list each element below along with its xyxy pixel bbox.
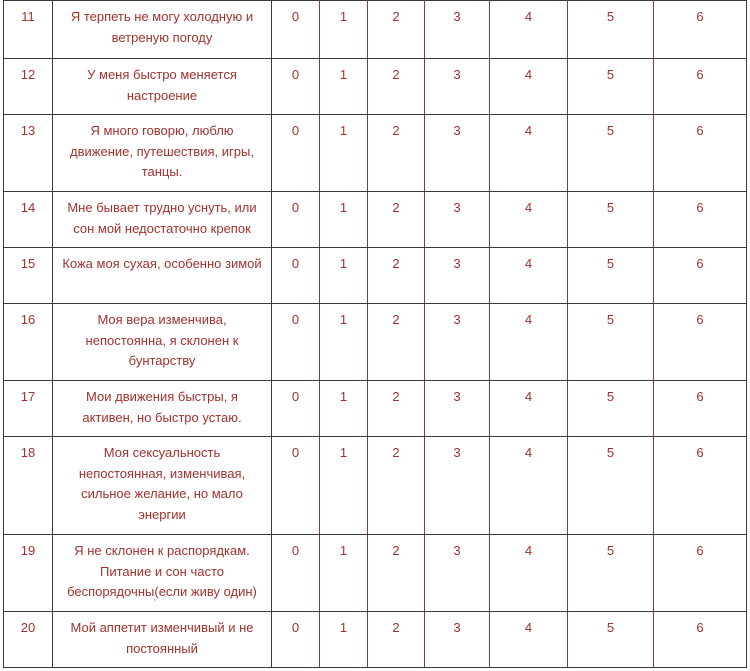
score-4[interactable]: 4 [490,535,568,612]
score-5[interactable]: 5 [568,115,654,192]
row-number: 17 [4,381,53,437]
score-5[interactable]: 5 [568,304,654,381]
table-row [4,248,747,304]
score-6[interactable]: 6 [654,381,747,437]
score-1[interactable]: 1 [320,381,368,437]
score-0[interactable]: 0 [272,304,320,381]
score-4[interactable]: 4 [490,381,568,437]
score-2[interactable]: 2 [368,535,425,612]
score-5[interactable]: 5 [568,381,654,437]
statement-text-part: Я не склонен к распорядкам. Питание и сон часто беспорядочны [67,543,250,599]
row-number: 18 [4,437,53,535]
table-row [4,535,747,612]
score-3[interactable]: 3 [425,437,490,535]
score-2[interactable]: 2 [368,59,425,115]
score-1[interactable]: 1 [320,192,368,248]
row-number: 20 [4,612,53,668]
score-4[interactable]: 4 [490,437,568,535]
score-4[interactable]: 4 [490,59,568,115]
score-0[interactable]: 0 [272,437,320,535]
spellcheck-mark: ( [154,584,159,599]
score-4[interactable]: 4 [490,1,568,59]
score-6[interactable]: 6 [654,612,747,668]
score-3[interactable]: 3 [425,1,490,59]
score-2[interactable]: 2 [368,304,425,381]
row-number: 19 [4,535,53,612]
score-4[interactable]: 4 [490,304,568,381]
score-6[interactable]: 6 [654,248,747,304]
statement-text: Моя сексуальность непостоянная, изменчивая, сильное желание, но мало энергии [53,437,272,535]
score-5[interactable]: 5 [568,535,654,612]
score-4[interactable]: 4 [490,192,568,248]
table-row [4,437,747,535]
score-1[interactable]: 1 [320,535,368,612]
score-6[interactable]: 6 [654,1,747,59]
score-1[interactable]: 1 [320,59,368,115]
statement-text: Мой аппетит изменчивый и не постоянный [53,612,272,668]
score-5[interactable]: 5 [568,59,654,115]
statement-text: У меня быстро меняется настроение [53,59,272,115]
statement-text [53,535,272,612]
score-6[interactable]: 6 [654,59,747,115]
statement-text: Мне бывает трудно уснуть, или сон мой недостаточно крепок [53,192,272,248]
score-1[interactable]: 1 [320,612,368,668]
score-1[interactable]: 1 [320,437,368,535]
score-5[interactable]: 5 [568,248,654,304]
score-2[interactable]: 2 [368,1,425,59]
statement-text: Я много говорю, люблю движение, путешествия, игры, танцы. [53,115,272,192]
score-0[interactable]: 0 [272,535,320,612]
table-row [4,59,747,115]
score-6[interactable]: 6 [654,192,747,248]
score-5[interactable]: 5 [568,612,654,668]
table-row [4,115,747,192]
row-number: 13 [4,115,53,192]
score-3[interactable]: 3 [425,381,490,437]
score-1[interactable]: 1 [320,1,368,59]
score-5[interactable]: 5 [568,1,654,59]
score-6[interactable]: 6 [654,115,747,192]
row-number: 12 [4,59,53,115]
score-6[interactable]: 6 [654,437,747,535]
row-number: 14 [4,192,53,248]
score-2[interactable]: 2 [368,612,425,668]
score-3[interactable]: 3 [425,304,490,381]
score-3[interactable]: 3 [425,192,490,248]
row-number: 15 [4,248,53,304]
score-3[interactable]: 3 [425,59,490,115]
score-3[interactable]: 3 [425,535,490,612]
score-2[interactable]: 2 [368,248,425,304]
questionnaire-table [3,0,747,668]
table-row [4,381,747,437]
score-3[interactable]: 3 [425,115,490,192]
row-number: 11 [4,1,53,59]
table-row [4,304,747,381]
score-1[interactable]: 1 [320,248,368,304]
statement-text: Моя вера изменчива, непостоянна, я склонен к бунтарству [53,304,272,381]
score-3[interactable]: 3 [425,248,490,304]
table-row [4,192,747,248]
score-0[interactable]: 0 [272,1,320,59]
score-4[interactable]: 4 [490,612,568,668]
score-4[interactable]: 4 [490,115,568,192]
score-2[interactable]: 2 [368,381,425,437]
row-number: 16 [4,304,53,381]
score-0[interactable]: 0 [272,248,320,304]
score-1[interactable]: 1 [320,304,368,381]
statement-text: Кожа моя сухая, особенно зимой [53,248,272,304]
table-row [4,1,747,59]
score-2[interactable]: 2 [368,437,425,535]
statement-text-part: если живу один) [158,584,257,599]
statement-text: Мои движения быстры, я активен, но быстро устаю. [53,381,272,437]
score-0[interactable]: 0 [272,612,320,668]
statement-text: Я терпеть не могу холодную и ветреную погоду [53,1,272,59]
score-0[interactable]: 0 [272,115,320,192]
score-0[interactable]: 0 [272,59,320,115]
score-1[interactable]: 1 [320,115,368,192]
score-0[interactable]: 0 [272,192,320,248]
table-row [4,612,747,668]
score-4[interactable]: 4 [490,248,568,304]
score-2[interactable]: 2 [368,192,425,248]
score-6[interactable]: 6 [654,304,747,381]
score-6[interactable]: 6 [654,535,747,612]
score-3[interactable]: 3 [425,612,490,668]
score-5[interactable]: 5 [568,437,654,535]
score-2[interactable]: 2 [368,115,425,192]
score-5[interactable]: 5 [568,192,654,248]
score-0[interactable]: 0 [272,381,320,437]
